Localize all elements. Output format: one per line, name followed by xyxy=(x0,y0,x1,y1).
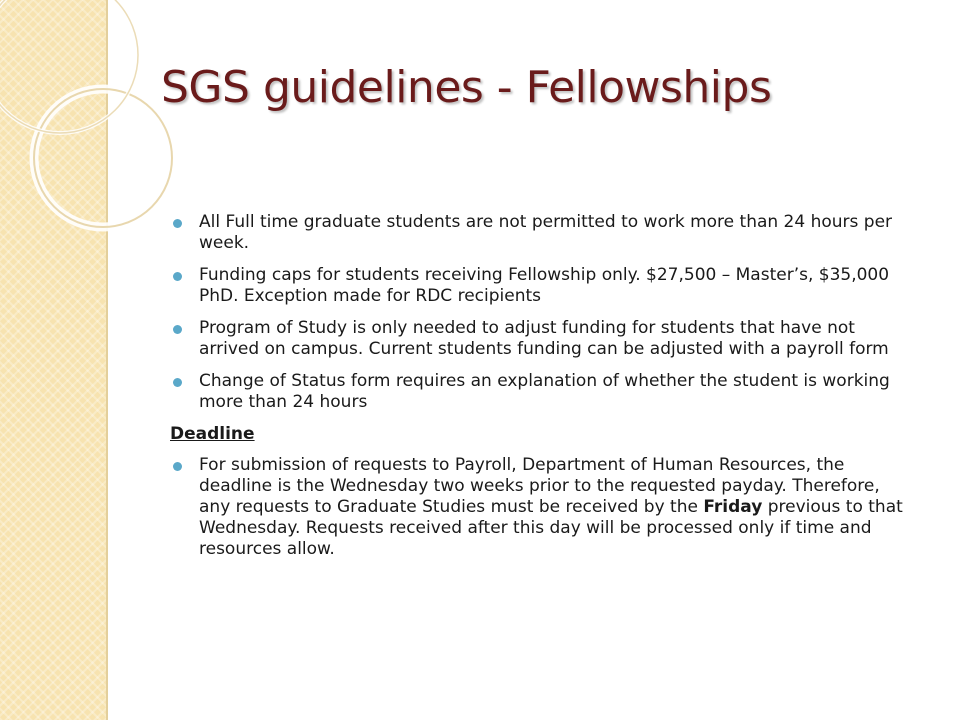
list-item xyxy=(170,212,910,254)
list-item xyxy=(170,265,910,307)
deadline-heading: Deadline xyxy=(170,424,255,444)
circle-bullet-icon xyxy=(173,272,182,281)
bullet-text: Program of Study is only needed to adjust funding for students that have not arrived on campus. Current students funding can be adjusted with a payroll form xyxy=(199,318,889,359)
circle-bullet-icon xyxy=(173,325,182,334)
bullet-text: Change of Status form requires an explanation of whether the student is working more than 24 hours xyxy=(199,371,890,412)
list-item xyxy=(170,455,910,560)
slide-content xyxy=(170,212,910,571)
deadline-emphasis: Friday xyxy=(703,497,763,517)
circle-bullet-icon xyxy=(173,378,182,387)
deadline-text xyxy=(199,455,903,559)
deadline-text-part1: For submission of requests to Payroll, Department of Human Resources, the deadline is the Wednesday two weeks prior to the requested payday. Therefore, any requests to Graduate Studies must be received by the xyxy=(199,455,880,517)
list-item xyxy=(170,371,910,413)
deadline-text-part2: previous to that Wednesday. Requests received after this day will be processed only if time and resources allow. xyxy=(199,497,903,559)
bullet-text: All Full time graduate students are not permitted to work more than 24 hours per week. xyxy=(199,212,893,253)
circle-bullet-icon xyxy=(173,462,182,471)
deadline-bullet-list xyxy=(170,455,910,560)
bullet-text: Funding caps for students receiving Fellowship only. $27,500 – Master’s, $35,000 PhD. Exception made for RDC recipients xyxy=(199,265,890,306)
slide-title: SGS guidelines - Fellowships xyxy=(161,62,772,113)
circle-bullet-icon xyxy=(173,219,182,228)
list-item xyxy=(170,318,910,360)
bullet-list xyxy=(170,212,910,413)
